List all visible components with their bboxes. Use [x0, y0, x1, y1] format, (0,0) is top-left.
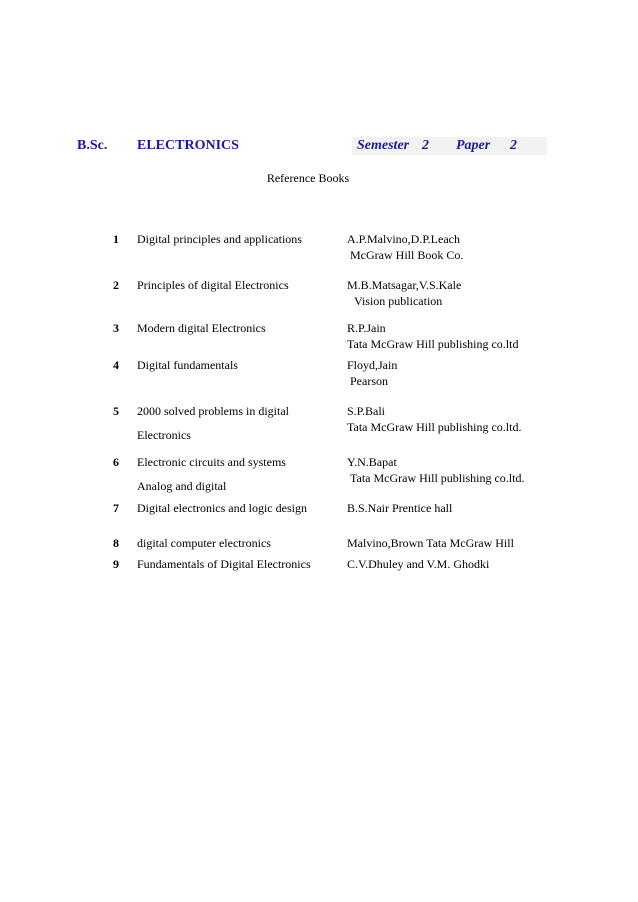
book-publisher-info	[347, 277, 597, 309]
book-publisher-info	[347, 535, 597, 551]
book-authors: Floyd,Jain	[347, 358, 398, 372]
book-number: 8	[113, 536, 119, 550]
book-authors: B.S.Nair Prentice hall	[347, 501, 453, 515]
book-publisher: Pearson	[350, 374, 388, 388]
book-title-line: 2000 solved problems in digital	[137, 404, 289, 418]
book-title: digital computer electronics	[137, 536, 271, 550]
book-authors: M.B.Matsagar,V.S.Kale	[347, 278, 462, 292]
book-publisher: McGraw Hill Book Co.	[350, 248, 464, 262]
book-publisher-info	[347, 454, 597, 486]
paper-value: 2	[510, 138, 517, 153]
book-number: 6	[113, 455, 119, 469]
book-title	[137, 450, 327, 498]
book-publisher-info	[347, 556, 597, 572]
book-authors: A.P.Malvino,D.P.Leach	[347, 232, 460, 246]
book-title-line: Electronics	[137, 428, 191, 442]
book-publisher-info	[347, 403, 597, 435]
book-title: Modern digital Electronics	[137, 321, 266, 335]
book-authors: R.P.Jain	[347, 321, 386, 335]
book-title: Digital electronics and logic design	[137, 501, 307, 515]
book-number: 3	[113, 321, 119, 335]
subject-label: ELECTRONICS	[137, 138, 239, 153]
book-title: Fundamentals of Digital Electronics	[137, 557, 311, 571]
semester-label: Semester	[357, 138, 410, 153]
book-publisher-info	[347, 357, 597, 389]
book-publisher: Tata McGraw Hill publishing co.ltd	[347, 337, 519, 351]
degree-label: B.Sc.	[77, 138, 108, 153]
book-authors: S.P.Bali	[347, 404, 386, 418]
semester-value: 2	[422, 138, 429, 153]
book-authors: C.V.Dhuley and V.M. Ghodki	[347, 557, 490, 571]
book-title-line: Electronic circuits and systems	[137, 455, 286, 469]
book-publisher-info	[347, 500, 597, 516]
book-number: 7	[113, 501, 119, 515]
book-title: Principles of digital Electronics	[137, 278, 289, 292]
book-title	[137, 399, 327, 447]
book-publisher-info	[347, 231, 597, 263]
book-title: Digital principles and applications	[137, 232, 302, 246]
book-number: 9	[113, 557, 119, 571]
book-publisher: Vision publication	[354, 294, 443, 308]
book-authors: Y.N.Bapat	[347, 455, 397, 469]
course-header	[0, 137, 638, 157]
section-title-text: Reference Books	[266, 171, 350, 185]
section-title	[0, 170, 638, 186]
book-number: 4	[113, 358, 119, 372]
book-authors: Malvino,Brown Tata McGraw Hill	[347, 536, 514, 550]
book-publisher: Tata McGraw Hill publishing co.ltd.	[350, 471, 525, 485]
book-number: 1	[113, 232, 119, 246]
book-title-line: Analog and digital	[137, 479, 227, 493]
paper-label: Paper	[456, 138, 491, 153]
book-publisher: Tata McGraw Hill publishing co.ltd.	[347, 420, 522, 434]
book-title: Digital fundamentals	[137, 358, 238, 372]
book-number: 5	[113, 404, 119, 418]
book-number: 2	[113, 278, 119, 292]
book-publisher-info	[347, 320, 597, 352]
